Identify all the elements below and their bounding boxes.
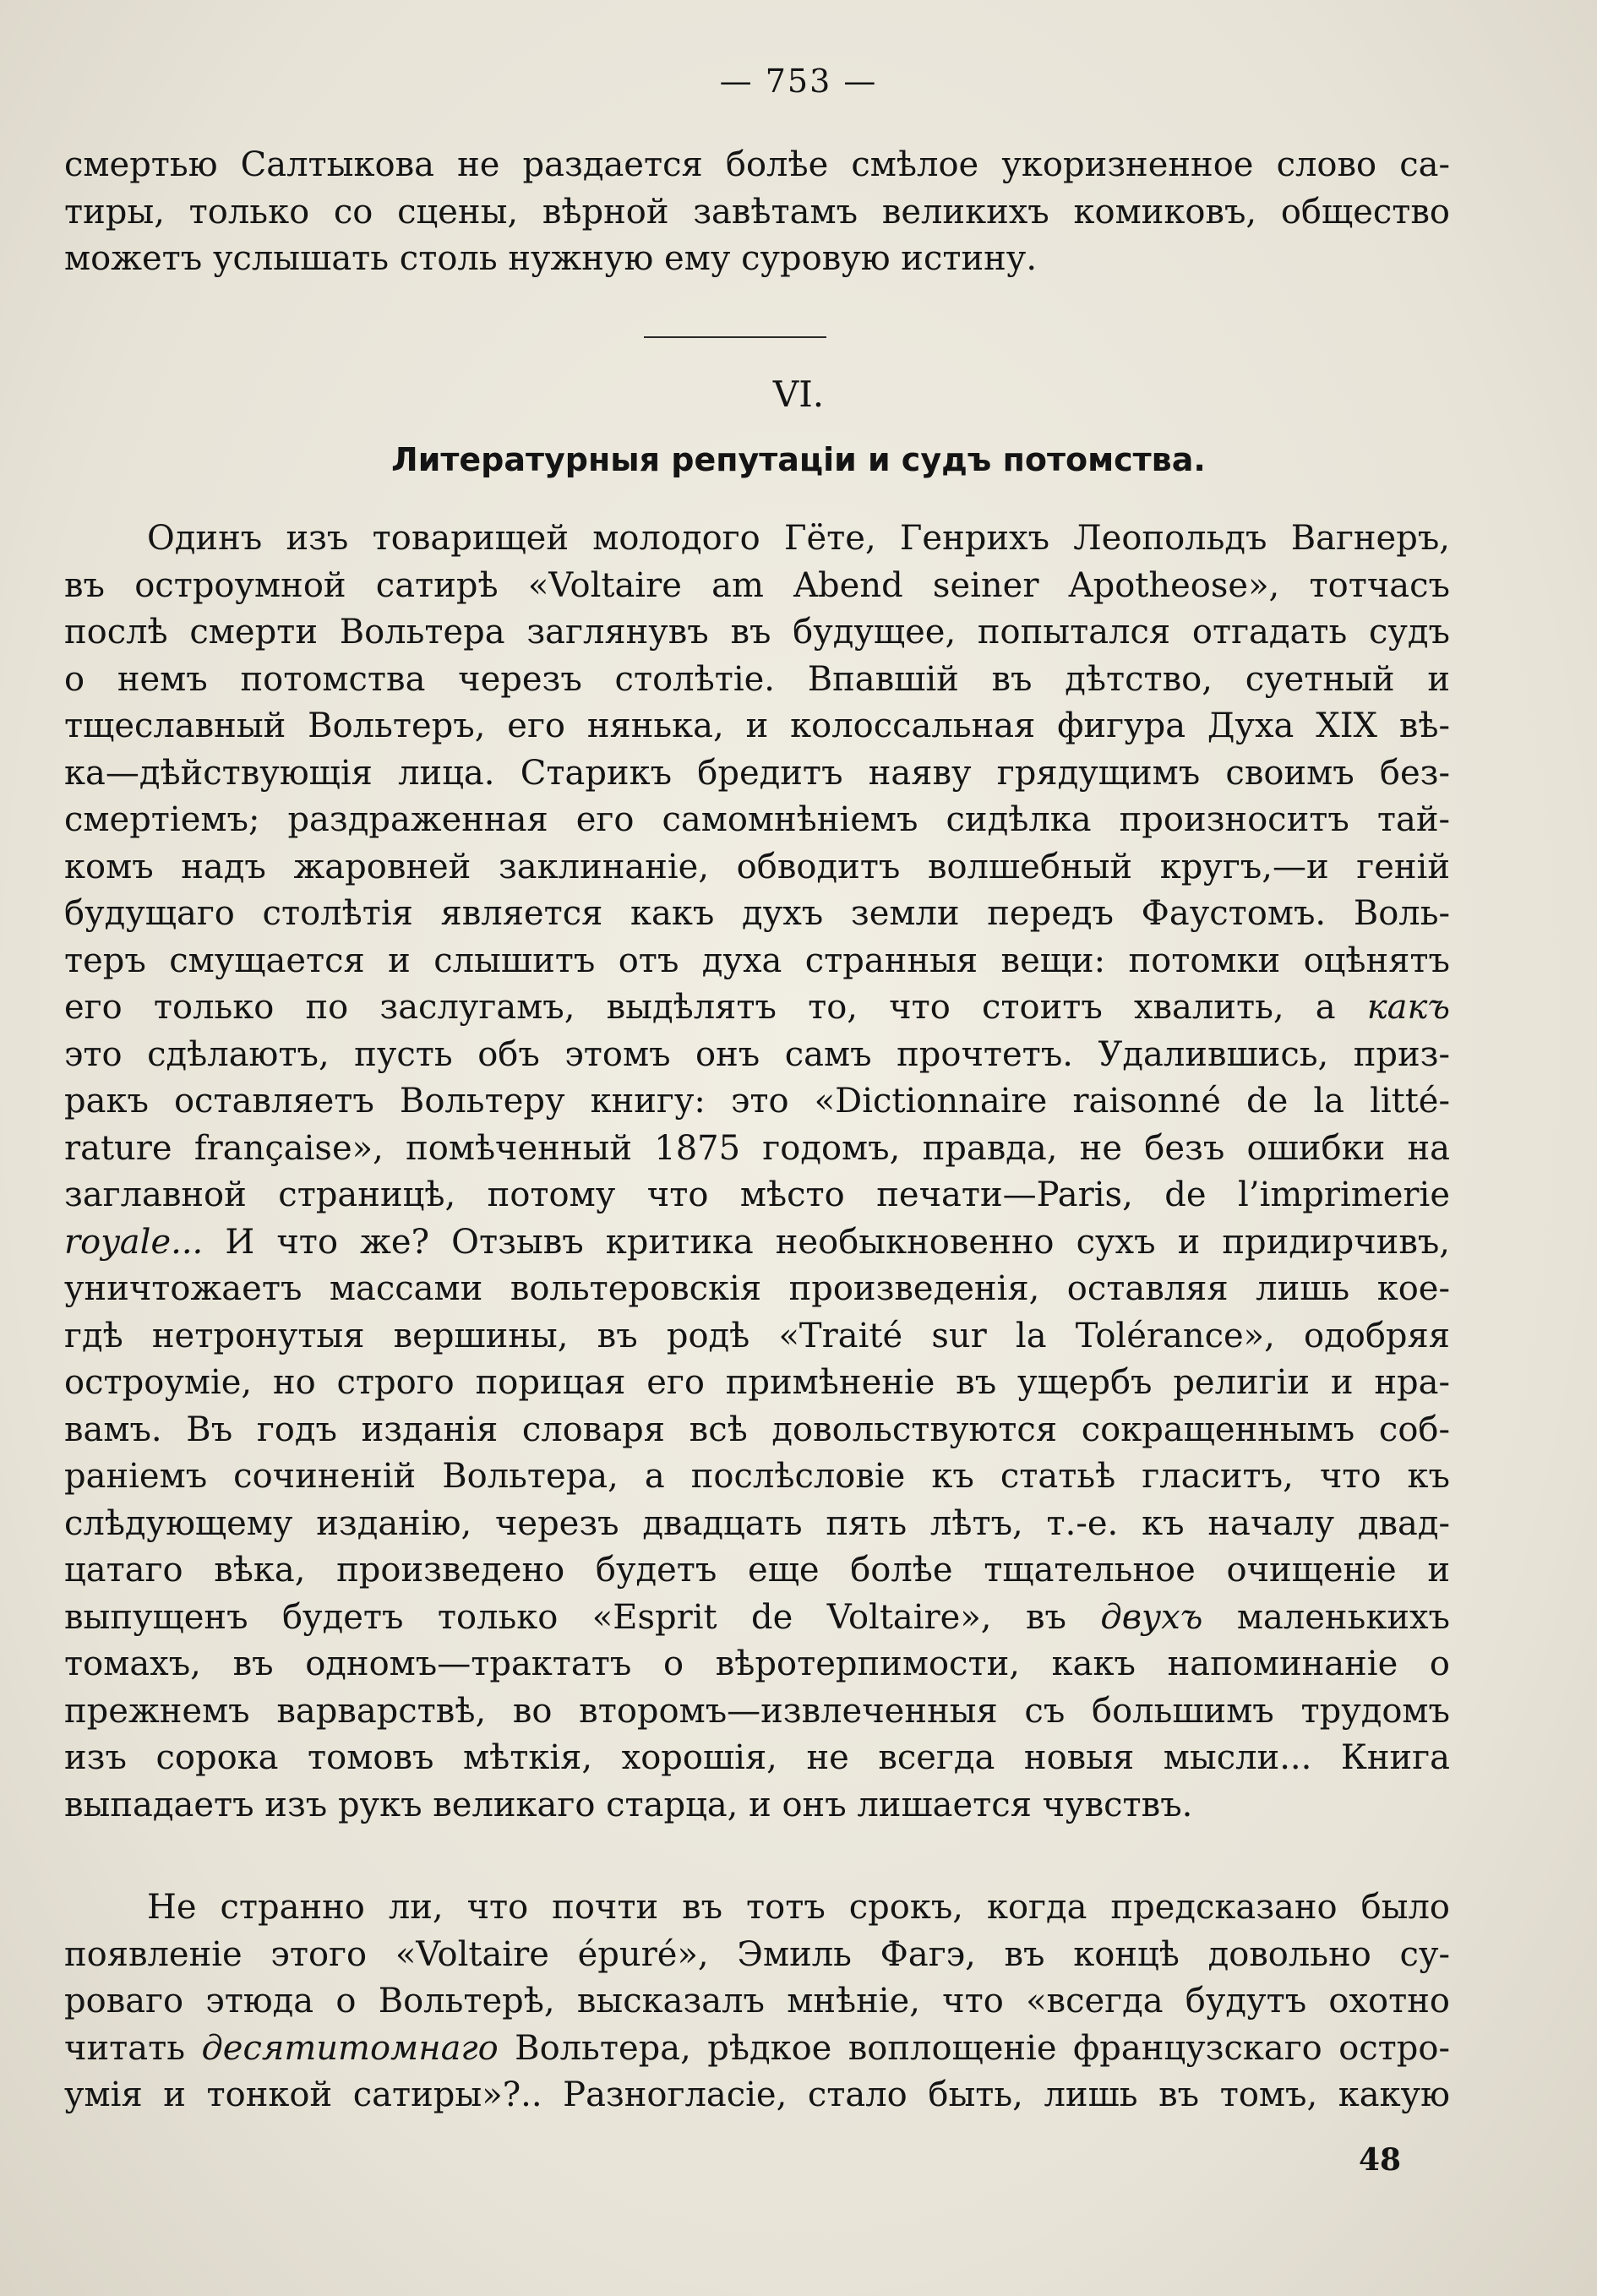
text-line: уничтожаетъ массами вольтеровскія произведенія, оставляя лишь кое- [64,1269,1450,1308]
paragraph-1 [64,515,1450,1829]
text-line: умія и тонкой сатиры»?.. Разногласіе, стало быть, лишь въ томъ, какую [64,2075,1450,2114]
text-line: ракъ оставляетъ Вольтеру книгу: это «Dictionnaire raisonné de la litté- [64,1082,1450,1121]
text-line: цатаго вѣка, произведено будетъ еще болѣе тщательное очищеніе и [64,1551,1450,1590]
text-line: появленіе этого «Voltaire épuré», Эмиль Фагэ, въ концѣ довольно су- [64,1934,1450,1974]
italic-word: десятитомнаго [201,2028,499,2068]
text-line: остроуміе, но строго порицая его примѣненіе въ ущербъ религіи и нра- [64,1363,1450,1402]
text-line: гдѣ нетронутыя вершины, въ родѣ «Traité sur la Tolérance», одобряя [64,1316,1450,1355]
text-line: изъ сорока томовъ мѣткія, хорошія, не всегда новыя мысли... Книга [64,1738,1450,1777]
text-segment: его только по заслугамъ, выдѣлятъ то, что стоитъ хвалить, а [64,988,1367,1027]
text-line [64,2026,1450,2073]
text-line: Одинъ изъ товарищей молодого Гёте, Генрихъ Леопольдъ Вагнеръ, [147,519,1450,558]
text-line: это сдѣлаютъ, пусть объ этомъ онъ самъ прочтетъ. Удалившись, приз- [64,1034,1450,1074]
text-line: томахъ, въ одномъ—трактатъ о вѣротерпимости, какъ напоминаніе о [64,1644,1450,1683]
text-line: смертью Салтыкова не раздается болѣе смѣлое укоризненное слово са- [64,145,1450,184]
text-line: прежнемъ варварствѣ, во второмъ—извлеченныя съ большимъ трудомъ [64,1691,1450,1731]
text-segment: маленькихъ [1236,1597,1450,1637]
text-line: можетъ услышать столь нужную ему суровую истину. [64,239,1038,278]
text-line [64,984,1450,1032]
text-line [64,1595,1450,1642]
signature-mark: 48 [1359,2142,1402,2178]
chapter-title: Литературныя репутаціи и судъ потомства. [391,441,1206,478]
text-line: тщеславный Вольтеръ, его нянька, и колоссальная фигура Духа XIX вѣ- [64,706,1450,745]
text-segment: Вольтера, рѣдкое воплощеніе французскаго остро- [515,2028,1451,2068]
text-segment: читать [64,2028,202,2068]
text-line: выпадаетъ изъ рукъ великаго старца, и онъ лишается чувствъ. [64,1785,1193,1824]
text-line: комъ надъ жаровней заклинаніе, обводитъ волшебный кругъ,—и геній [64,847,1450,886]
paragraph-2 [64,1884,1450,2119]
text-segment: И что же? Отзывъ критика необыкновенно сухъ и придирчивъ, [225,1222,1450,1262]
text-line: тиры, только со сцены, вѣрной завѣтамъ великихъ комиковъ, общество [64,192,1450,232]
text-line: rature française», помѣченный 1875 годомъ, правда, не безъ ошибки на [64,1128,1450,1168]
section-divider [644,336,826,338]
chapter-number: VI. [772,374,825,415]
text-line: роваго этюда о Вольтерѣ, высказалъ мнѣніе, что «всегда будутъ охотно [64,1982,1450,2021]
text-line: заглавной страницѣ, потому что мѣсто печати—Paris, de l’imprimerie [64,1175,1450,1214]
text-line: раніемъ сочиненій Вольтера, а послѣсловіе къ статьѣ гласитъ, что къ [64,1457,1450,1496]
italic-word: двухъ [1100,1597,1203,1637]
page-number: — 753 — [719,63,878,100]
text-segment: выпущенъ будетъ только «Esprit de Voltaire», въ [64,1597,1101,1637]
text-line [64,1219,1450,1267]
text-line: въ остроумной сатирѣ «Voltaire am Abend seiner Apotheose», тотчасъ [64,565,1450,605]
text-line: смертіемъ; раздраженная его самомнѣніемъ сидѣлка произноситъ тай- [64,800,1450,839]
text-line: вамъ. Въ годъ изданія словаря всѣ довольствуются сокращеннымъ соб- [64,1410,1450,1449]
text-line: слѣдующему изданію, черезъ двадцать пять лѣтъ, т.-е. къ началу двад- [64,1503,1450,1543]
text-line: послѣ смерти Вольтера заглянувъ въ будущее, попытался отгадать судъ [64,613,1450,652]
text-line: о немъ потомства черезъ столѣтіе. Впавшій въ дѣтство, суетный и [64,659,1450,699]
text-line: ка—дѣйствующія лица. Старикъ бредитъ наяву грядущимъ своимъ без- [64,753,1450,793]
text-line: Не странно ли, что почти въ тотъ срокъ, когда предсказано было [147,1888,1450,1927]
italic-word: royale... [64,1222,204,1262]
text-line: будущаго столѣтія является какъ духъ земли передъ Фаустомъ. Воль- [64,894,1450,933]
intro-paragraph [64,142,1450,283]
italic-word: какъ [1366,988,1450,1027]
text-line: теръ смущается и слышитъ отъ духа странныя вещи: потомки оцѣнятъ [64,941,1450,980]
